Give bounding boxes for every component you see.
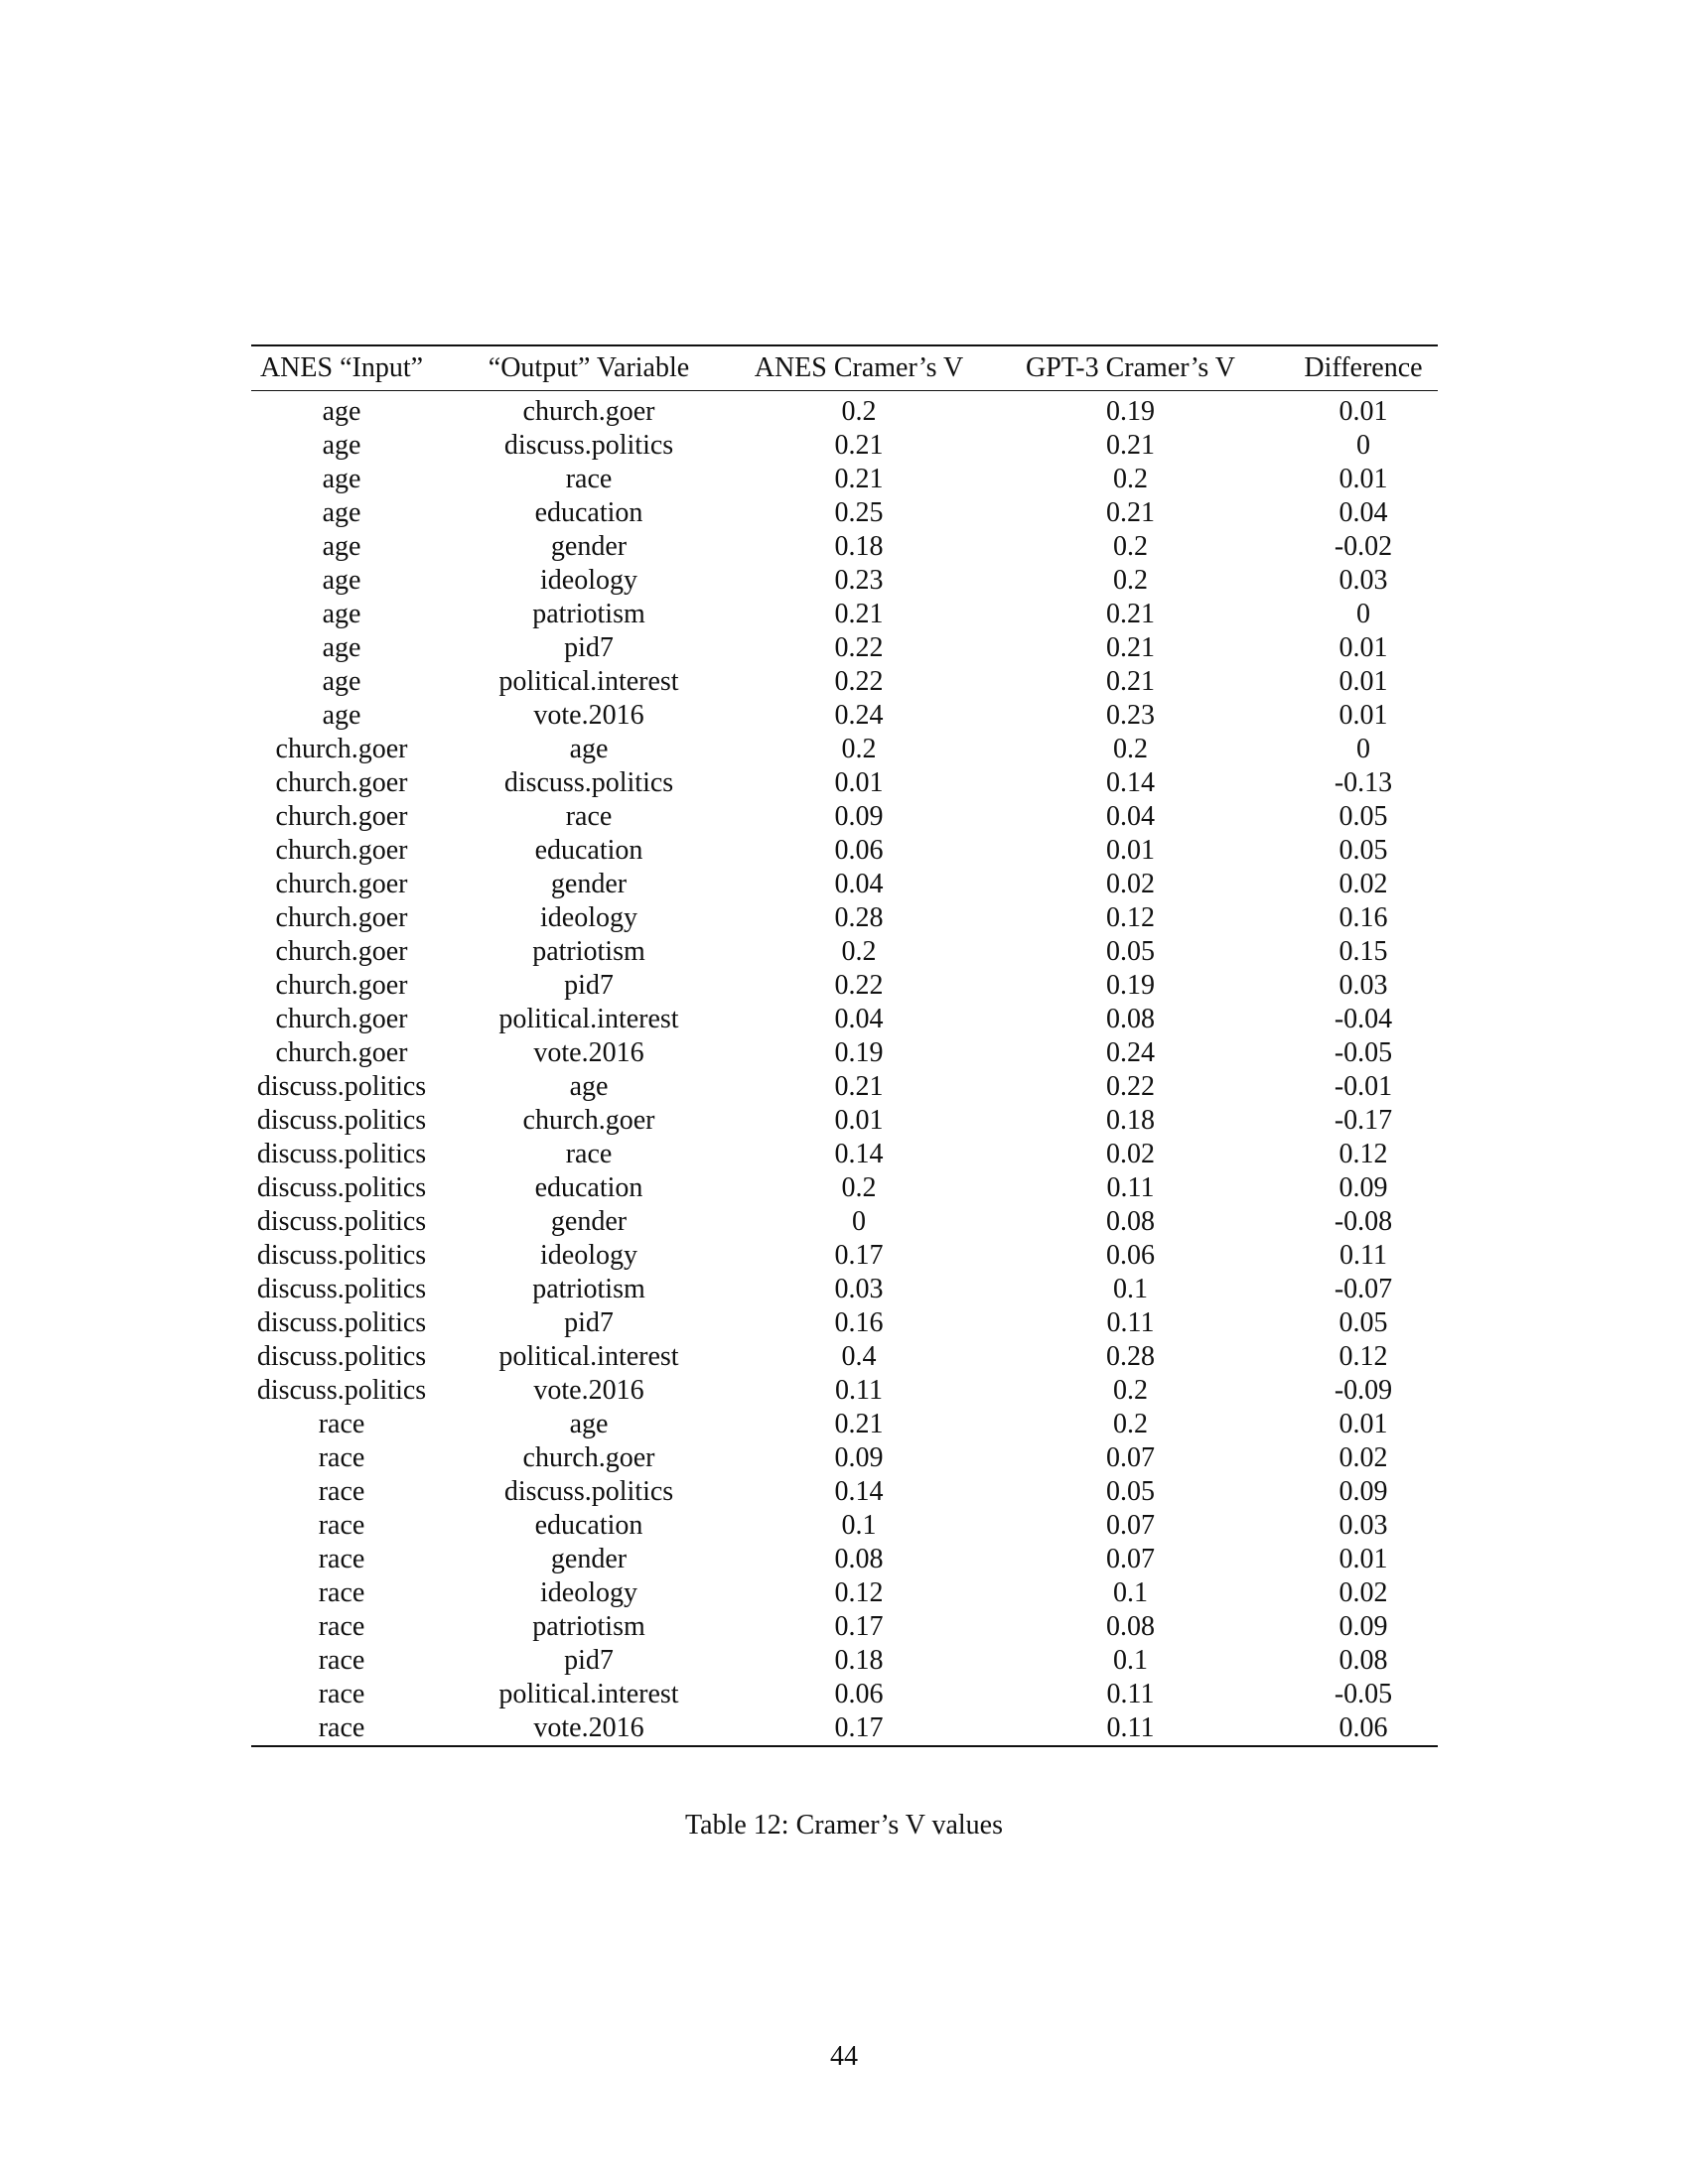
anes-cramers-v-cell: 0.12 — [834, 1577, 884, 1608]
difference-cell: 0.01 — [1338, 632, 1388, 663]
anes-cramers-v-cell: 0.18 — [834, 1645, 884, 1676]
header-anes-input: ANES “Input” — [259, 352, 424, 383]
difference-cell: 0.02 — [1338, 1442, 1388, 1473]
gpt3-cramers-v-cell: 0.1 — [1113, 1274, 1148, 1304]
output-variable-cell: pid7 — [564, 632, 614, 663]
table-row — [251, 1509, 1438, 1543]
input-cell: age — [322, 599, 361, 629]
gpt3-cramers-v-cell: 0.2 — [1113, 565, 1148, 596]
input-cell: discuss.politics — [256, 1274, 427, 1304]
gpt3-cramers-v-cell: 0.21 — [1106, 599, 1155, 629]
difference-cell: -0.07 — [1334, 1274, 1393, 1304]
input-cell: discuss.politics — [256, 1240, 427, 1271]
table-row — [251, 1104, 1438, 1138]
difference-cell: 0.05 — [1338, 1307, 1388, 1338]
table-row — [251, 496, 1438, 530]
difference-cell: 0.05 — [1338, 835, 1388, 866]
table-row — [251, 969, 1438, 1003]
output-variable-cell: gender — [550, 869, 628, 899]
anes-cramers-v-cell: 0.21 — [834, 464, 884, 494]
input-cell: race — [318, 1510, 365, 1541]
difference-cell: 0.08 — [1338, 1645, 1388, 1676]
input-cell: age — [322, 666, 361, 697]
input-cell: race — [318, 1679, 365, 1709]
anes-cramers-v-cell: 0.06 — [834, 835, 884, 866]
gpt3-cramers-v-cell: 0.11 — [1106, 1172, 1155, 1203]
anes-cramers-v-cell: 0.17 — [834, 1712, 884, 1743]
gpt3-cramers-v-cell: 0.21 — [1106, 430, 1155, 461]
gpt3-cramers-v-cell: 0.06 — [1106, 1240, 1155, 1271]
difference-cell: 0.11 — [1339, 1240, 1387, 1271]
output-variable-cell: political.interest — [498, 666, 679, 697]
anes-cramers-v-cell: 0.2 — [841, 734, 877, 764]
difference-cell: 0.01 — [1338, 396, 1388, 427]
table-header — [251, 345, 1438, 391]
gpt3-cramers-v-cell: 0.08 — [1106, 1206, 1155, 1237]
anes-cramers-v-cell: 0.14 — [834, 1139, 884, 1169]
input-cell: race — [318, 1611, 365, 1642]
anes-cramers-v-cell: 0.2 — [841, 396, 877, 427]
table-row — [251, 1408, 1438, 1441]
output-variable-cell: patriotism — [532, 1611, 645, 1642]
anes-cramers-v-cell: 0.21 — [834, 1409, 884, 1439]
difference-cell: 0.01 — [1338, 1409, 1388, 1439]
table-body — [251, 391, 1438, 1747]
input-cell: age — [322, 430, 361, 461]
output-variable-cell: education — [534, 1172, 643, 1203]
output-variable-cell: vote.2016 — [533, 700, 644, 731]
table-row — [251, 1239, 1438, 1273]
input-cell: discuss.politics — [256, 1206, 427, 1237]
table-row — [251, 1340, 1438, 1374]
difference-cell: 0.02 — [1338, 869, 1388, 899]
input-cell: church.goer — [275, 936, 408, 967]
table-row — [251, 1475, 1438, 1509]
anes-cramers-v-cell: 0.19 — [834, 1037, 884, 1068]
table-row — [251, 1576, 1438, 1610]
anes-cramers-v-cell: 0.21 — [834, 1071, 884, 1102]
anes-cramers-v-cell: 0.18 — [834, 531, 884, 562]
gpt3-cramers-v-cell: 0.2 — [1113, 1409, 1148, 1439]
output-variable-cell: age — [569, 1409, 609, 1439]
table-row — [251, 1003, 1438, 1036]
difference-cell: 0.09 — [1338, 1476, 1388, 1507]
output-variable-cell: patriotism — [532, 599, 645, 629]
difference-cell: 0.01 — [1338, 1544, 1388, 1574]
cramers-v-table — [251, 344, 1438, 1747]
anes-cramers-v-cell: 0.04 — [834, 869, 884, 899]
table-row — [251, 834, 1438, 868]
gpt3-cramers-v-cell: 0.11 — [1106, 1679, 1155, 1709]
input-cell: discuss.politics — [256, 1105, 427, 1136]
output-variable-cell: vote.2016 — [533, 1375, 644, 1406]
anes-cramers-v-cell: 0.1 — [841, 1510, 877, 1541]
input-cell: discuss.politics — [256, 1341, 427, 1372]
difference-cell: 0.01 — [1338, 700, 1388, 731]
output-variable-cell: vote.2016 — [533, 1037, 644, 1068]
anes-cramers-v-cell: 0.04 — [834, 1004, 884, 1034]
input-cell: age — [322, 632, 361, 663]
input-cell: age — [322, 565, 361, 596]
input-cell: discuss.politics — [256, 1375, 427, 1406]
output-variable-cell: pid7 — [564, 970, 614, 1001]
header-row — [251, 345, 1438, 391]
anes-cramers-v-cell: 0.14 — [834, 1476, 884, 1507]
difference-cell: 0 — [1356, 599, 1370, 629]
anes-cramers-v-cell: 0.09 — [834, 801, 884, 832]
table-row — [251, 901, 1438, 935]
difference-cell: 0.05 — [1338, 801, 1388, 832]
input-cell: church.goer — [275, 869, 408, 899]
input-cell: church.goer — [275, 1037, 408, 1068]
gpt3-cramers-v-cell: 0.18 — [1106, 1105, 1155, 1136]
page-number: 44 — [830, 2041, 858, 2072]
input-cell: church.goer — [275, 801, 408, 832]
anes-cramers-v-cell: 0.24 — [834, 700, 884, 731]
table-row — [251, 1441, 1438, 1475]
input-cell: church.goer — [275, 767, 408, 798]
anes-cramers-v-cell: 0.17 — [834, 1240, 884, 1271]
output-variable-cell: race — [565, 801, 613, 832]
table-row — [251, 1374, 1438, 1408]
output-variable-cell: church.goer — [522, 1442, 655, 1473]
anes-cramers-v-cell: 0.08 — [834, 1544, 884, 1574]
table-row — [251, 1070, 1438, 1104]
difference-cell: -0.13 — [1334, 767, 1393, 798]
output-variable-cell: education — [534, 1510, 643, 1541]
table-row — [251, 665, 1438, 699]
output-variable-cell: gender — [550, 1544, 628, 1574]
anes-cramers-v-cell: 0.22 — [834, 666, 884, 697]
difference-cell: -0.09 — [1334, 1375, 1393, 1406]
gpt3-cramers-v-cell: 0.07 — [1106, 1544, 1155, 1574]
output-variable-cell: pid7 — [564, 1307, 614, 1338]
anes-cramers-v-cell: 0.11 — [835, 1375, 883, 1406]
gpt3-cramers-v-cell: 0.05 — [1106, 936, 1155, 967]
table-row — [251, 1036, 1438, 1070]
gpt3-cramers-v-cell: 0.01 — [1106, 835, 1155, 866]
difference-cell: -0.08 — [1334, 1206, 1393, 1237]
output-variable-cell: education — [534, 835, 643, 866]
anes-cramers-v-cell: 0.09 — [834, 1442, 884, 1473]
table-row — [251, 1711, 1438, 1746]
difference-cell: -0.17 — [1334, 1105, 1393, 1136]
gpt3-cramers-v-cell: 0.21 — [1106, 497, 1155, 528]
gpt3-cramers-v-cell: 0.08 — [1106, 1611, 1155, 1642]
gpt3-cramers-v-cell: 0.11 — [1106, 1307, 1155, 1338]
anes-cramers-v-cell: 0.22 — [834, 970, 884, 1001]
output-variable-cell: vote.2016 — [533, 1712, 644, 1743]
difference-cell: 0 — [1356, 430, 1370, 461]
table-row — [251, 1171, 1438, 1205]
output-variable-cell: race — [565, 464, 613, 494]
input-cell: age — [322, 497, 361, 528]
anes-cramers-v-cell: 0.21 — [834, 599, 884, 629]
anes-cramers-v-cell: 0.16 — [834, 1307, 884, 1338]
difference-cell: 0.16 — [1338, 902, 1388, 933]
input-cell: race — [318, 1544, 365, 1574]
anes-cramers-v-cell: 0.4 — [841, 1341, 877, 1372]
gpt3-cramers-v-cell: 0.21 — [1106, 632, 1155, 663]
input-cell: discuss.politics — [256, 1307, 427, 1338]
gpt3-cramers-v-cell: 0.2 — [1113, 734, 1148, 764]
input-cell: race — [318, 1442, 365, 1473]
input-cell: church.goer — [275, 970, 408, 1001]
table-row — [251, 1644, 1438, 1678]
input-cell: age — [322, 700, 361, 731]
anes-cramers-v-cell: 0.17 — [834, 1611, 884, 1642]
gpt3-cramers-v-cell: 0.19 — [1106, 970, 1155, 1001]
anes-cramers-v-cell: 0.25 — [834, 497, 884, 528]
output-variable-cell: race — [565, 1139, 613, 1169]
input-cell: church.goer — [275, 835, 408, 866]
anes-cramers-v-cell: 0.03 — [834, 1274, 884, 1304]
difference-cell: -0.04 — [1334, 1004, 1393, 1034]
anes-cramers-v-cell: 0.2 — [841, 936, 877, 967]
input-cell: discuss.politics — [256, 1139, 427, 1169]
output-variable-cell: gender — [550, 531, 628, 562]
cramers-v-table-container — [251, 344, 1438, 1747]
table-row — [251, 699, 1438, 733]
table-row — [251, 733, 1438, 766]
difference-cell: -0.05 — [1334, 1037, 1393, 1068]
gpt3-cramers-v-cell: 0.22 — [1106, 1071, 1155, 1102]
table-row — [251, 868, 1438, 901]
output-variable-cell: discuss.politics — [503, 1476, 674, 1507]
header-gpt3-cramers-v: GPT-3 Cramer’s V — [1025, 352, 1236, 383]
gpt3-cramers-v-cell: 0.07 — [1106, 1442, 1155, 1473]
table-row — [251, 935, 1438, 969]
output-variable-cell: church.goer — [522, 396, 655, 427]
output-variable-cell: ideology — [540, 1240, 637, 1271]
output-variable-cell: age — [569, 734, 609, 764]
gpt3-cramers-v-cell: 0.24 — [1106, 1037, 1155, 1068]
difference-cell: 0.03 — [1338, 1510, 1388, 1541]
table-row — [251, 1678, 1438, 1711]
table-row — [251, 1610, 1438, 1644]
difference-cell: 0.03 — [1338, 970, 1388, 1001]
output-variable-cell: church.goer — [522, 1105, 655, 1136]
gpt3-cramers-v-cell: 0.19 — [1106, 396, 1155, 427]
output-variable-cell: discuss.politics — [503, 767, 674, 798]
output-variable-cell: education — [534, 497, 643, 528]
input-cell: race — [318, 1577, 365, 1608]
difference-cell: 0 — [1356, 734, 1370, 764]
table-row — [251, 598, 1438, 631]
anes-cramers-v-cell: 0.22 — [834, 632, 884, 663]
anes-cramers-v-cell: 0.2 — [841, 1172, 877, 1203]
gpt3-cramers-v-cell: 0.07 — [1106, 1510, 1155, 1541]
input-cell: church.goer — [275, 734, 408, 764]
input-cell: church.goer — [275, 1004, 408, 1034]
gpt3-cramers-v-cell: 0.1 — [1113, 1577, 1148, 1608]
difference-cell: 0.01 — [1338, 464, 1388, 494]
gpt3-cramers-v-cell: 0.28 — [1106, 1341, 1155, 1372]
output-variable-cell: discuss.politics — [503, 430, 674, 461]
input-cell: age — [322, 531, 361, 562]
table-row — [251, 1205, 1438, 1239]
gpt3-cramers-v-cell: 0.04 — [1106, 801, 1155, 832]
output-variable-cell: political.interest — [498, 1004, 679, 1034]
table-row — [251, 1306, 1438, 1340]
output-variable-cell: political.interest — [498, 1341, 679, 1372]
gpt3-cramers-v-cell: 0.2 — [1113, 464, 1148, 494]
table-row — [251, 1543, 1438, 1576]
anes-cramers-v-cell: 0 — [852, 1206, 866, 1237]
gpt3-cramers-v-cell: 0.2 — [1113, 1375, 1148, 1406]
gpt3-cramers-v-cell: 0.12 — [1106, 902, 1155, 933]
table-row — [251, 1273, 1438, 1306]
output-variable-cell: patriotism — [532, 1274, 645, 1304]
anes-cramers-v-cell: 0.01 — [834, 1105, 884, 1136]
output-variable-cell: political.interest — [498, 1679, 679, 1709]
input-cell: discuss.politics — [256, 1172, 427, 1203]
table-caption: Table 12: Cramer’s V values — [685, 1810, 1003, 1841]
difference-cell: 0.03 — [1338, 565, 1388, 596]
gpt3-cramers-v-cell: 0.21 — [1106, 666, 1155, 697]
gpt3-cramers-v-cell: 0.11 — [1106, 1712, 1155, 1743]
header-output-variable: “Output” Variable — [488, 352, 690, 383]
difference-cell: 0.02 — [1338, 1577, 1388, 1608]
anes-cramers-v-cell: 0.06 — [834, 1679, 884, 1709]
table-row — [251, 766, 1438, 800]
difference-cell: 0.15 — [1338, 936, 1388, 967]
difference-cell: 0.01 — [1338, 666, 1388, 697]
table-row — [251, 391, 1438, 430]
difference-cell: 0.12 — [1338, 1139, 1388, 1169]
table-row — [251, 463, 1438, 496]
gpt3-cramers-v-cell: 0.23 — [1106, 700, 1155, 731]
gpt3-cramers-v-cell: 0.02 — [1106, 1139, 1155, 1169]
gpt3-cramers-v-cell: 0.14 — [1106, 767, 1155, 798]
anes-cramers-v-cell: 0.21 — [834, 430, 884, 461]
difference-cell: 0.09 — [1338, 1611, 1388, 1642]
input-cell: discuss.politics — [256, 1071, 427, 1102]
difference-cell: 0.09 — [1338, 1172, 1388, 1203]
output-variable-cell: patriotism — [532, 936, 645, 967]
anes-cramers-v-cell: 0.23 — [834, 565, 884, 596]
gpt3-cramers-v-cell: 0.2 — [1113, 531, 1148, 562]
difference-cell: -0.01 — [1334, 1071, 1393, 1102]
difference-cell: 0.04 — [1338, 497, 1388, 528]
gpt3-cramers-v-cell: 0.02 — [1106, 869, 1155, 899]
table-row — [251, 429, 1438, 463]
gpt3-cramers-v-cell: 0.05 — [1106, 1476, 1155, 1507]
gpt3-cramers-v-cell: 0.1 — [1113, 1645, 1148, 1676]
output-variable-cell: ideology — [540, 565, 637, 596]
difference-cell: -0.02 — [1334, 531, 1393, 562]
difference-cell: 0.12 — [1338, 1341, 1388, 1372]
anes-cramers-v-cell: 0.01 — [834, 767, 884, 798]
output-variable-cell: pid7 — [564, 1645, 614, 1676]
table-row — [251, 800, 1438, 834]
input-cell: race — [318, 1409, 365, 1439]
difference-cell: 0.06 — [1338, 1712, 1388, 1743]
header-difference: Difference — [1304, 352, 1423, 383]
input-cell: race — [318, 1645, 365, 1676]
table-row — [251, 530, 1438, 564]
output-variable-cell: age — [569, 1071, 609, 1102]
input-cell: age — [322, 464, 361, 494]
output-variable-cell: ideology — [540, 1577, 637, 1608]
input-cell: race — [318, 1476, 365, 1507]
difference-cell: -0.05 — [1334, 1679, 1393, 1709]
table-row — [251, 564, 1438, 598]
output-variable-cell: ideology — [540, 902, 637, 933]
table-row — [251, 631, 1438, 665]
input-cell: race — [318, 1712, 365, 1743]
anes-cramers-v-cell: 0.28 — [834, 902, 884, 933]
gpt3-cramers-v-cell: 0.08 — [1106, 1004, 1155, 1034]
input-cell: age — [322, 396, 361, 427]
header-anes-cramers-v: ANES Cramer’s V — [754, 352, 964, 383]
output-variable-cell: gender — [550, 1206, 628, 1237]
table-row — [251, 1138, 1438, 1171]
input-cell: church.goer — [275, 902, 408, 933]
